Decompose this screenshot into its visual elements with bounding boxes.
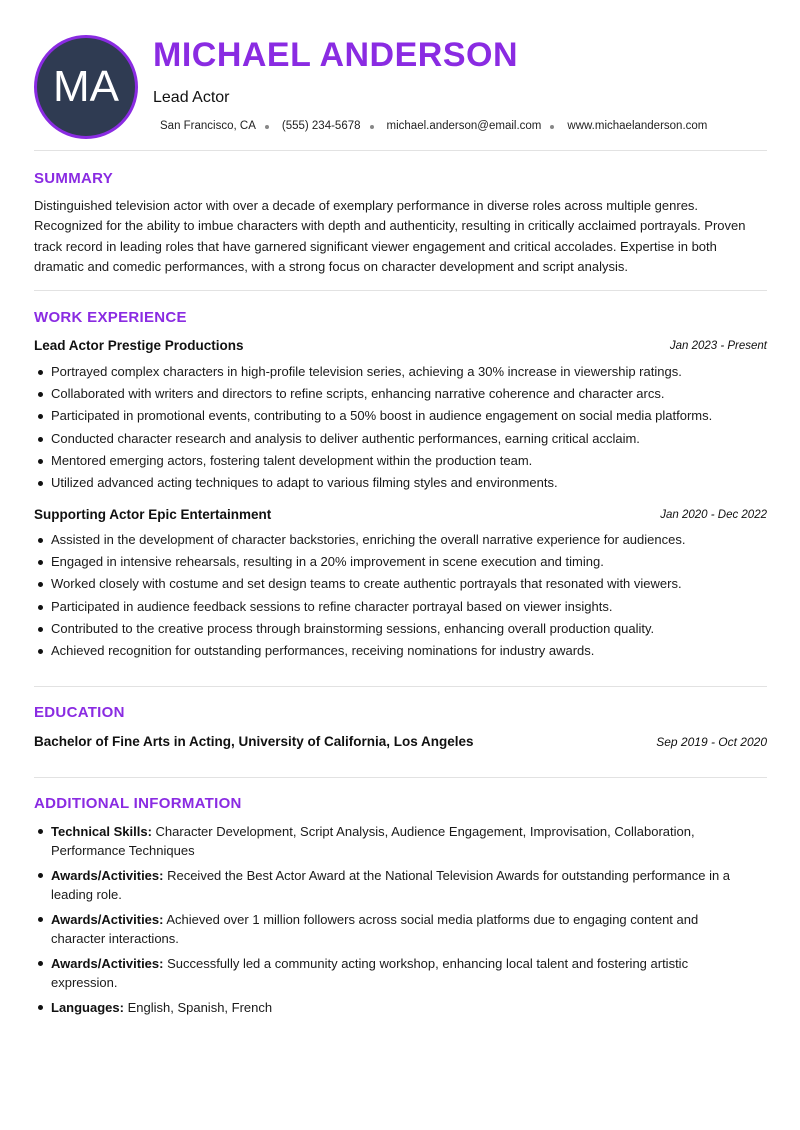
list-item: Achieved recognition for outstanding performances, receiving nominations for industry awards. bbox=[34, 642, 769, 664]
divider bbox=[34, 686, 767, 687]
avatar-initials: MA bbox=[53, 62, 119, 111]
list-item bbox=[34, 910, 754, 948]
divider bbox=[34, 150, 767, 151]
item-text: English, Spanish, French bbox=[123, 1000, 273, 1015]
list-item: Worked closely with costume and set design teams to create authentic portrayals that resonated with viewers. bbox=[34, 575, 769, 597]
item-text: Character Development, Script Analysis, Audience Engagement, Improvisation, Collaboration, Performance Techniques bbox=[51, 824, 695, 858]
candidate-name: MICHAEL ANDERSON bbox=[153, 36, 519, 74]
list-item: Assisted in the development of character backstories, enriching the overall narrative experience for audiences. bbox=[34, 531, 769, 553]
contact-phone: (555) 234-5678 bbox=[281, 120, 361, 132]
list-item: Contributed to the creative process through brainstorming sessions, enhancing overall production quality. bbox=[34, 620, 769, 642]
experience-heading: WORK EXPERIENCE bbox=[34, 309, 187, 326]
job-date: Jan 2023 - Present bbox=[669, 340, 767, 352]
additional-list bbox=[34, 822, 754, 1023]
list-item bbox=[34, 954, 754, 992]
list-item bbox=[34, 998, 754, 1017]
list-item: Participated in promotional events, contributing to a 50% boost in audience engagement on social media platforms. bbox=[34, 407, 769, 429]
candidate-role: Lead Actor bbox=[153, 89, 230, 106]
divider bbox=[34, 777, 767, 778]
job-title: Supporting Actor Epic Entertainment bbox=[34, 507, 272, 522]
contact-email[interactable]: michael.anderson@email.com bbox=[386, 120, 542, 132]
item-text: Received the Best Actor Award at the National Television Awards for outstanding performance in a leading role. bbox=[51, 868, 731, 902]
education-date: Sep 2019 - Oct 2020 bbox=[656, 735, 767, 749]
item-label: Awards/Activities: bbox=[51, 912, 164, 927]
item-label: Technical Skills: bbox=[51, 824, 152, 839]
item-label: Awards/Activities: bbox=[51, 868, 164, 883]
list-item: Participated in audience feedback sessions to refine character portrayal based on viewer insights. bbox=[34, 598, 769, 620]
list-item bbox=[34, 822, 754, 860]
list-item: Collaborated with writers and directors to refine scripts, enhancing narrative coherence and character arcs. bbox=[34, 385, 769, 407]
contact-website[interactable]: www.michaelanderson.com bbox=[567, 120, 708, 132]
item-label: Awards/Activities: bbox=[51, 956, 164, 971]
contact-location: San Francisco, CA bbox=[160, 120, 256, 132]
education-degree: Bachelor of Fine Arts in Acting, University of California, Los Angeles bbox=[34, 734, 474, 749]
list-item: Utilized advanced acting techniques to adapt to various filming styles and environments. bbox=[34, 474, 769, 496]
education-heading: EDUCATION bbox=[34, 704, 125, 721]
job-bullets bbox=[34, 363, 769, 496]
summary-heading: SUMMARY bbox=[34, 170, 114, 187]
job-bullets bbox=[34, 531, 769, 664]
list-item bbox=[34, 866, 754, 904]
additional-heading: ADDITIONAL INFORMATION bbox=[34, 795, 242, 812]
list-item: Portrayed complex characters in high-profile television series, achieving a 30% increase in viewership ratings. bbox=[34, 363, 769, 385]
job-title: Lead Actor Prestige Productions bbox=[34, 338, 244, 353]
list-item: Mentored emerging actors, fostering talent development within the production team. bbox=[34, 452, 769, 474]
list-item: Conducted character research and analysis to deliver authentic performances, earning critical acclaim. bbox=[34, 430, 769, 452]
job-date: Jan 2020 - Dec 2022 bbox=[660, 509, 767, 521]
list-item: Engaged in intensive rehearsals, resulting in a 20% improvement in scene execution and timing. bbox=[34, 553, 769, 575]
avatar bbox=[34, 35, 138, 139]
separator-dot bbox=[370, 125, 374, 129]
contact-line bbox=[160, 120, 707, 132]
separator-dot bbox=[265, 125, 269, 129]
item-text: Successfully led a community acting workshop, enhancing local talent and fostering artistic expression. bbox=[51, 956, 689, 990]
item-label: Languages: bbox=[51, 1000, 124, 1015]
separator-dot bbox=[550, 125, 554, 129]
divider bbox=[34, 290, 767, 291]
summary-text: Distinguished television actor with over a decade of exemplary performance in diverse roles across multiple genres. Recognized for the ability to imbue characters with depth and authenticity, resulting in critically acclaimed portrayals. Proven track record in leading roles that have garnered significant viewer engagement and critical accolades. Expertise in both dramatic and comedic performances, with a strong focus on character development and script analysis. bbox=[34, 198, 746, 274]
item-text: Achieved over 1 million followers across social media platforms due to engaging content and character interactions. bbox=[51, 912, 699, 946]
